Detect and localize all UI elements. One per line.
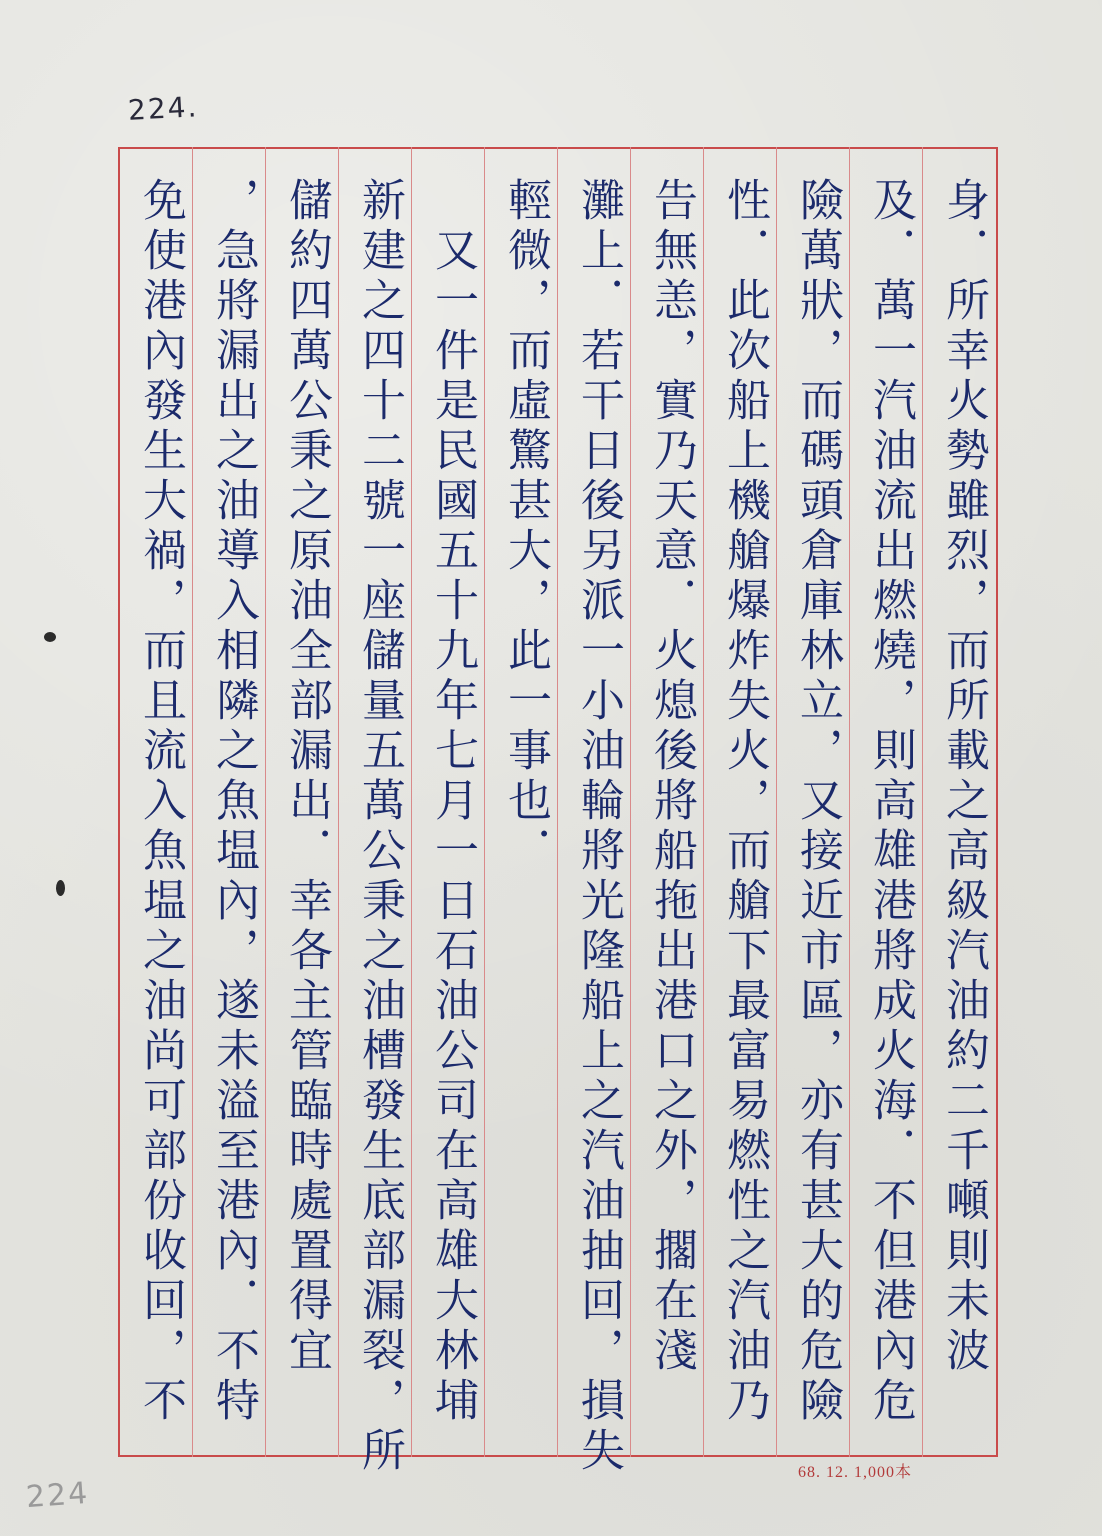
page-number-pencil: 224 (24, 1475, 91, 1516)
text-column-4: 性．此次船上機艙爆炸失火，而艙下最富易燃性之汽油乃 (719, 177, 770, 1427)
text-column-2: 及．萬一汽油流出燃燒，則高雄港將成火海．不但港內危 (865, 177, 916, 1427)
text-column-1: 身．所幸火勢雖烈，而所載之高級汽油約二千噸則未波 (938, 177, 989, 1377)
text-column-7: 輕微，而虛驚甚大，此一事也． (500, 177, 551, 877)
print-note: 68. 12. 1,000本 (798, 1464, 913, 1481)
text-column-5: 告無恙，實乃天意．火熄後將船拖出港口之外，擱在淺 (646, 177, 697, 1377)
text-column-9: 新建之四十二號一座儲量五萬公秉之油槽發生底部漏裂，所 (354, 177, 405, 1477)
punch-hole (44, 632, 56, 642)
text-column-12: 免使港內發生大禍，而且流入魚塭之油尚可部份收回，不 (135, 177, 186, 1427)
punch-hole (56, 880, 65, 896)
text-column-8: 又一件是民國五十九年七月一日石油公司在高雄大林埔 (427, 177, 478, 1427)
text-column-11: ，急將漏出之油導入相隣之魚塭內，遂未溢至港內．不特 (208, 177, 259, 1427)
page-number-handwritten: 224. (127, 90, 200, 127)
text-column-10: 儲約四萬公秉之原油全部漏出．幸各主管臨時處置得宜 (281, 177, 332, 1377)
text-column-6: 灘上．若干日後另派一小油輪將光隆船上之汽油抽回，損失 (573, 177, 624, 1477)
text-column-3: 險萬狀，而碼頭倉庫林立，又接近市區，亦有甚大的危險 (792, 177, 843, 1427)
